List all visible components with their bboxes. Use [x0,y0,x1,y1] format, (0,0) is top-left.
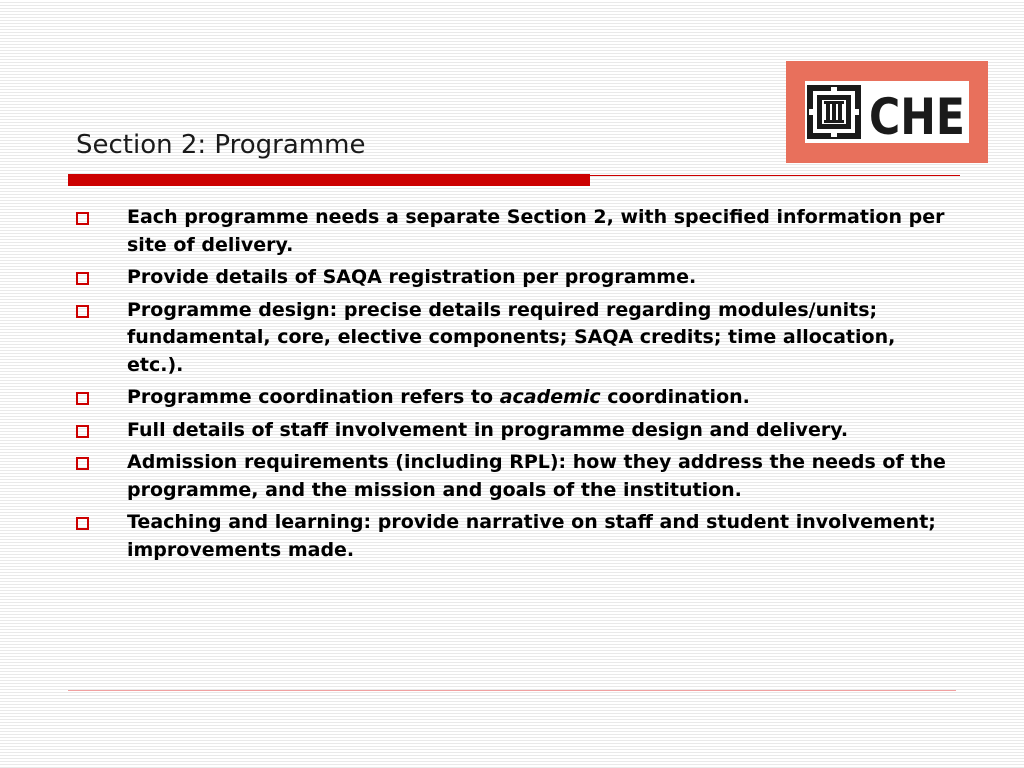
bullet-item [76,264,956,292]
che-emblem-icon [807,85,861,139]
square-bullet-icon [76,305,89,318]
title-underline-thin [590,175,960,176]
footer-rule [68,690,956,691]
che-logo [786,61,988,163]
bullet-item [76,204,956,259]
bullet-text: Admission requirements (including RPL): how they address the needs of the programme, and the mission and goals of the institution. [127,451,946,501]
square-bullet-icon [76,457,89,470]
square-bullet-icon [76,425,89,438]
bullet-text: Each programme needs a separate Section 2, with specified information per site of delivery. [127,206,945,256]
square-bullet-icon [76,392,89,405]
logo-wordmark: CHE [869,88,965,146]
logo-panel [805,81,969,146]
bullet-text: Provide details of SAQA registration per programme. [127,266,697,288]
bullet-text [127,384,956,412]
che-logo-graphic [805,81,969,146]
bullet-text: Full details of staff involvement in programme design and delivery. [127,418,849,441]
bullet-list [76,204,956,569]
bullet-item [76,297,956,380]
bullet-item [76,509,956,564]
bullet-text-end: coordination. [600,386,750,408]
bullet-item [76,417,956,445]
bullet-item [76,449,956,504]
square-bullet-icon [76,517,89,530]
bullet-text: Programme design: precise details required regarding modules/units; fundamental, core, elective components; SAQA credits; time allocation, etc.). [127,298,896,376]
bullet-text: Teaching and learning: provide narrative on staff and student involvement; improvements made. [127,511,936,561]
title-underline-thick [68,174,590,186]
square-bullet-icon [76,272,89,285]
bullet-item [76,384,956,412]
slide-title: Section 2: Programme [76,130,366,160]
square-bullet-icon [76,212,89,225]
bullet-emphasis: academic [499,386,601,408]
bullet-text-start: Programme coordination refers to [127,386,500,408]
